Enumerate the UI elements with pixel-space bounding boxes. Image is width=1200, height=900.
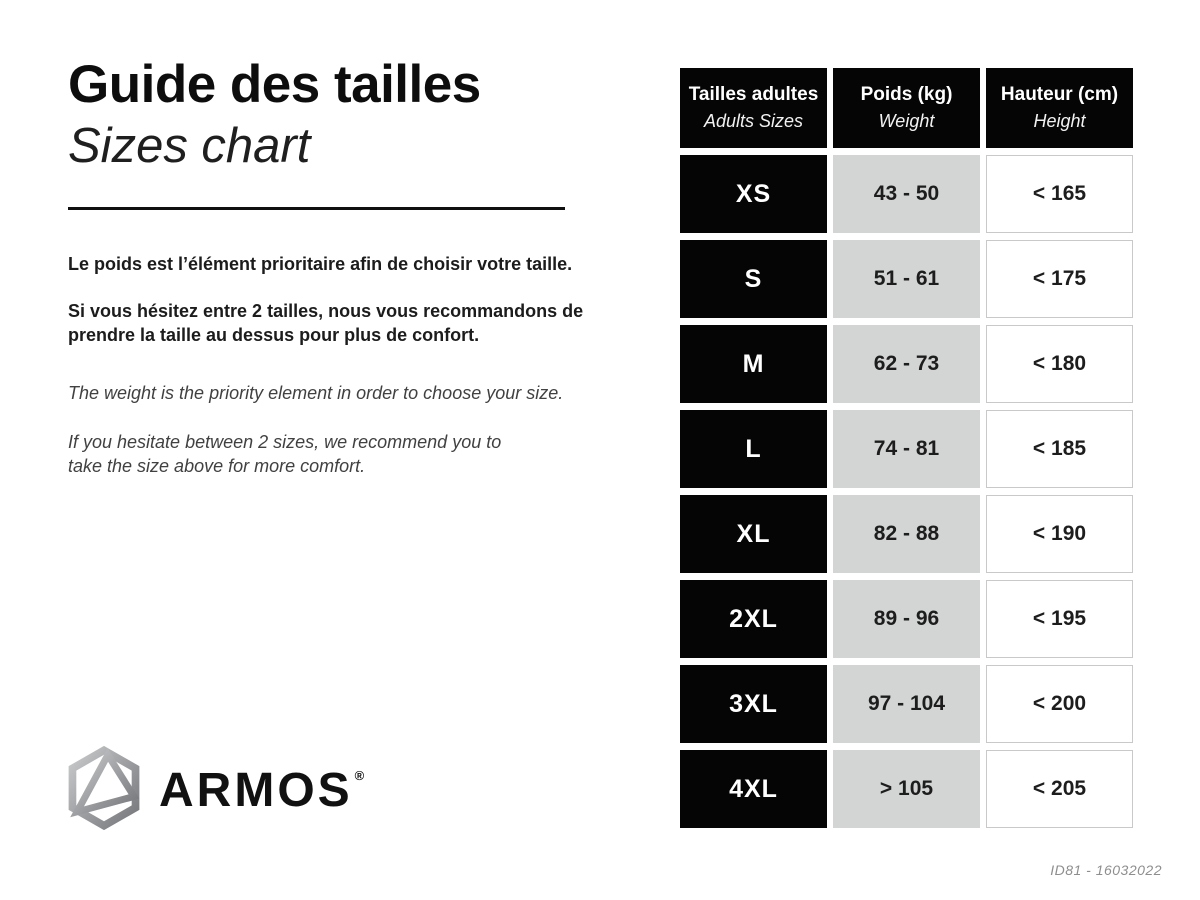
title-divider <box>68 207 565 210</box>
height-cell: < 180 <box>986 325 1133 403</box>
brand-wordmark <box>159 763 368 817</box>
column-header-label-en: Height <box>1033 111 1086 131</box>
intro-english <box>68 381 564 478</box>
size-cell: M <box>680 325 827 403</box>
column-header-label-en: Weight <box>878 111 935 131</box>
brand-name: ARMOS <box>159 763 353 817</box>
document-ref: ID81 - 16032022 <box>1050 862 1162 878</box>
hexagon-triangle-icon <box>64 744 144 837</box>
column-header-label-en: Adults Sizes <box>703 111 804 131</box>
weight-cell: > 105 <box>833 750 980 828</box>
height-cell: < 175 <box>986 240 1133 318</box>
height-cell: < 185 <box>986 410 1133 488</box>
column-header-label-fr: Hauteur (cm) <box>1000 84 1119 105</box>
column-header-weight <box>833 68 980 148</box>
weight-cell: 82 - 88 <box>833 495 980 573</box>
size-cell: S <box>680 240 827 318</box>
intro-en-paragraph: The weight is the priority element in order to choose your size. <box>68 383 564 404</box>
height-cell: < 200 <box>986 665 1133 743</box>
page-title: Guide des tailles <box>68 55 481 114</box>
size-cell: XS <box>680 155 827 233</box>
column-header-height <box>986 68 1133 148</box>
height-cell: < 205 <box>986 750 1133 828</box>
column-header-label-fr: Poids (kg) <box>860 84 953 105</box>
size-cell: 4XL <box>680 750 827 828</box>
column-header-sizes <box>680 68 827 148</box>
height-cell: < 190 <box>986 495 1133 573</box>
height-cell: < 165 <box>986 155 1133 233</box>
height-cell: < 195 <box>986 580 1133 658</box>
weight-cell: 62 - 73 <box>833 325 980 403</box>
intro-en-paragraph: If you hesitate between 2 sizes, we recommend you to take the size above for more comfort. <box>68 432 502 477</box>
intro-french <box>68 252 593 347</box>
registered-mark-icon: ® <box>354 767 368 783</box>
weight-cell: 89 - 96 <box>833 580 980 658</box>
left-column <box>68 56 628 503</box>
sizes-table <box>680 68 1133 828</box>
size-cell: XL <box>680 495 827 573</box>
weight-cell: 97 - 104 <box>833 665 980 743</box>
size-cell: L <box>680 410 827 488</box>
page-subtitle: Sizes chart <box>68 119 311 174</box>
size-cell: 2XL <box>680 580 827 658</box>
intro-fr-paragraph: Le poids est l’élément prioritaire afin de choisir votre taille. <box>68 254 573 275</box>
size-cell: 3XL <box>680 665 827 743</box>
weight-cell: 74 - 81 <box>833 410 980 488</box>
weight-cell: 43 - 50 <box>833 155 980 233</box>
weight-cell: 51 - 61 <box>833 240 980 318</box>
column-header-label-fr: Tailles adultes <box>688 84 819 105</box>
intro-fr-paragraph: Si vous hésitez entre 2 tailles, nous vous recommandons de prendre la taille au dessus pour plus de confort. <box>68 301 584 346</box>
brand-logo <box>64 744 367 837</box>
